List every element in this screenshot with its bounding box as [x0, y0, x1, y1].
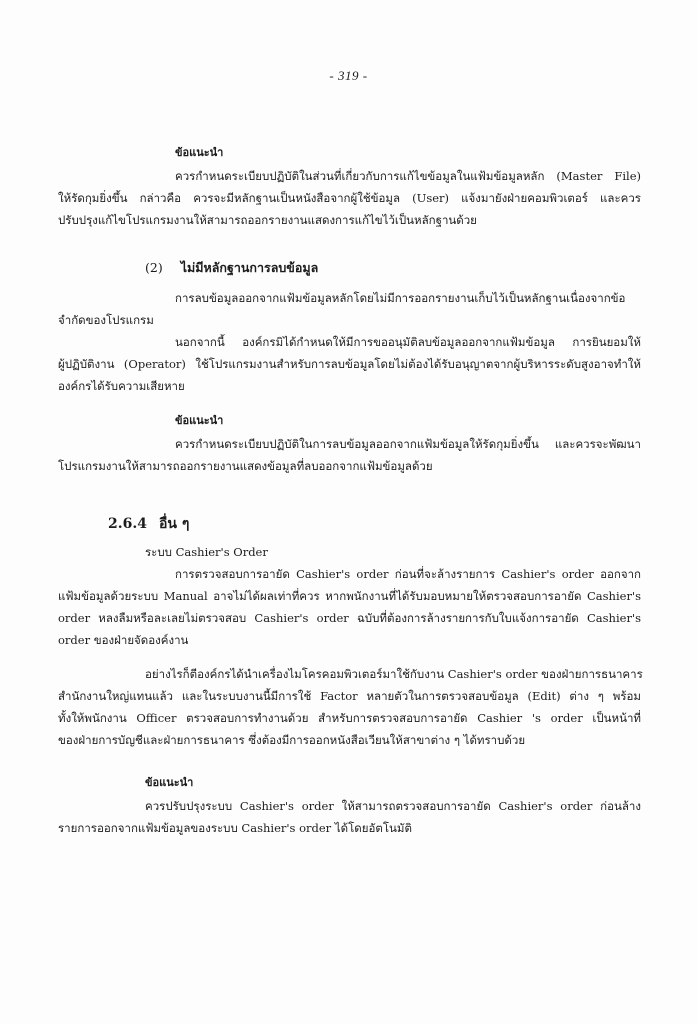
section-number: 2.6.4: [108, 516, 147, 532]
paragraph-line: order หลงลืมหรือละเลยไม่ตรวจสอบ Cashier's order ฉบับที่ต้องการล้างรายการกับใบแจ้งการอายัด Cashier's: [58, 611, 641, 625]
section-subtitle: ระบบ Cashier's Order: [145, 545, 268, 559]
paragraph-line: ควรปรับปรุงระบบ Cashier's order ให้สามารถตรวจสอบการอายัด Cashier's order ก่อนล้าง: [145, 799, 641, 813]
paragraph-line: สำนักงานใหญ่แทนแล้ว และในระบบงานนี้มีการใช้ Factor หลายตัวในการตรวจสอบข้อมูล (Edit) ต่าง ๆ พร้อม: [58, 689, 641, 703]
recommendation-heading: ข้อแนะนำ: [175, 414, 224, 427]
paragraph-line: order ของฝ่ายจัดองค์งาน: [58, 633, 189, 647]
paragraph-line: ผู้ปฏิบัติงาน (Operator) ใช้โปรแกรมงานสำหรับการลบข้อมูลโดยไม่ต้องได้รับอนุญาตจากผู้บริหารระดับสูงอาจทำให้: [58, 357, 641, 371]
item-title: ไม่มีหลักฐานการลบข้อมูล: [180, 260, 319, 275]
paragraph-line: การลบข้อมูลออกจากแฟ้มข้อมูลหลักโดยไม่มีการออกรายงานเก็บไว้เป็นหลักฐานเนื่องจากข้อ: [175, 291, 626, 305]
paragraph-line: ให้รัดกุมยิ่งขึ้น กล่าวคือ ควรจะมีหลักฐานเป็นหนังสือจากผู้ใช้ข้อมูล (User) แจ้งมายังฝ่ายคอมพิวเตอร์ และควร: [58, 191, 641, 205]
section-title: อื่น ๆ: [158, 516, 190, 532]
paragraph-line: แฟ้มข้อมูลด้วยระบบ Manual อาจไม่ได้ผลเท่าที่ควร หากพนักงานที่ได้รับมอบหมายให้ตรวจสอบการอายัด Cashier's: [58, 589, 641, 603]
page-number: - 319 -: [329, 68, 368, 83]
paragraph-line: ทั้งให้พนักงาน Officer ตรวจสอบการทำงานด้วย สำหรับการตรวจสอบการอายัด Cashier 's order เป็นหน้าที่: [58, 711, 641, 725]
paragraph-line: ควรกำหนดระเบียบปฏิบัติในส่วนที่เกี่ยวกับการแก้ไขข้อมูลในแฟ้มข้อมูลหลัก (Master File): [175, 169, 641, 183]
paragraph-line: โปรแกรมงานให้สามารถออกรายงานแสดงข้อมูลที่ลบออกจากแฟ้มข้อมูลด้วย: [58, 459, 433, 473]
paragraph-line: จำกัดของโปรแกรม: [58, 313, 154, 327]
paragraph-line: ควรกำหนดระเบียบปฏิบัติในการลบข้อมูลออกจากแฟ้มข้อมูลให้รัดกุมยิ่งขึ้น และควรจะพัฒนา: [175, 437, 641, 451]
section-heading: [108, 513, 189, 535]
paragraph-line: ปรับปรุงแก้ไขโปรแกรมงานให้สามารถออกรายงานแสดงการแก้ไขไว้เป็นหลักฐานด้วย: [58, 213, 477, 227]
item-heading: [145, 258, 318, 278]
recommendation-heading: ข้อแนะนำ: [175, 146, 224, 159]
recommendation-heading: ข้อแนะนำ: [145, 776, 194, 789]
paragraph-line: อย่างไรก็ตีองค์กรได้นำเครื่องไมโครคอมพิวเตอร์มาใช้กับงาน Cashier's order ของฝ่ายการธนาคาร: [145, 667, 643, 681]
paragraph-line: ของฝ่ายการบัญชีและฝ่ายการธนาคาร ซึ่งต้องมีการออกหนังสือเวียนให้สาขาต่าง ๆ ได้ทราบด้วย: [58, 733, 526, 747]
paragraph-line: การตรวจสอบการอายัด Cashier's order ก่อนที่จะล้างรายการ Cashier's order ออกจาก: [175, 567, 641, 581]
paragraph-line: องค์กรได้รับความเสียหาย: [58, 379, 185, 393]
paragraph-line: นอกจากนี้ องค์กรมิได้กำหนดให้มีการขออนุมัติลบข้อมูลออกจากแฟ้มข้อมูล การยินยอมให้: [175, 335, 641, 349]
paragraph-line: รายการออกจากแฟ้มข้อมูลของระบบ Cashier's order ได้โดยอัตโนมัติ: [58, 821, 412, 835]
item-number: (2): [145, 260, 163, 275]
